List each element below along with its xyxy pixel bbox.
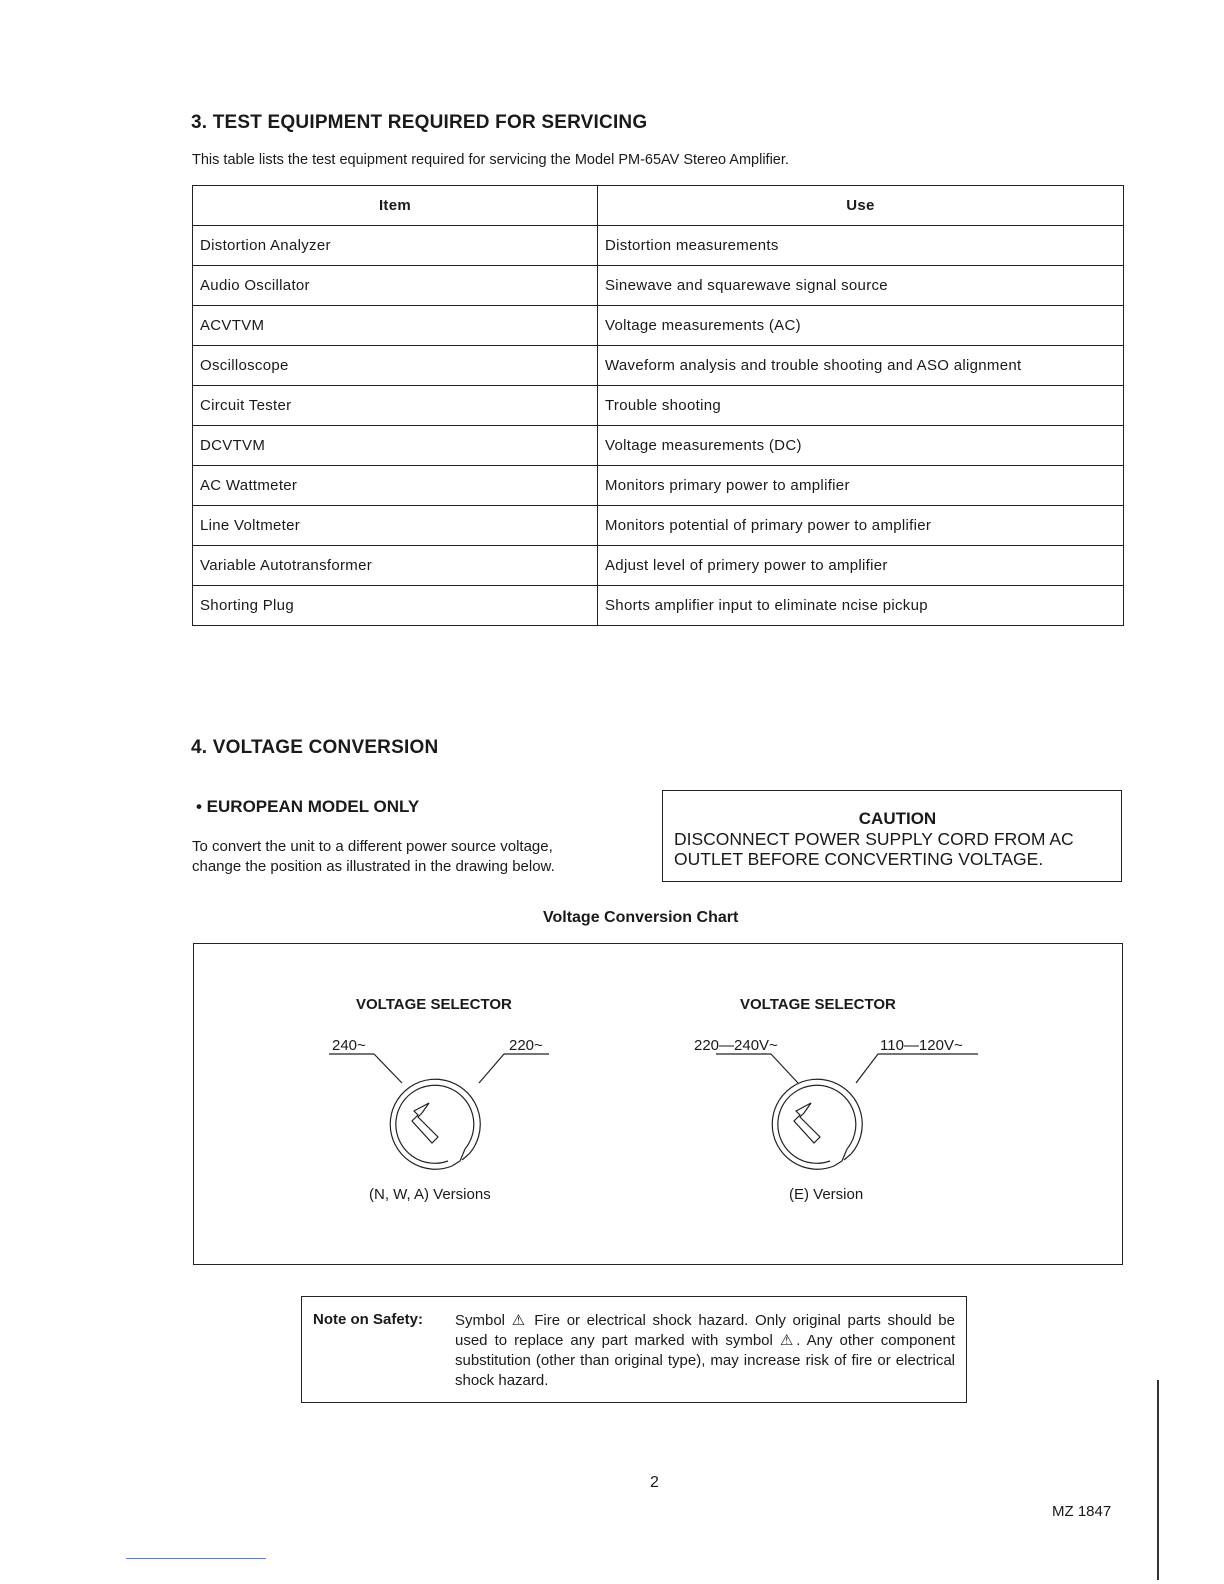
table-row [193,266,1124,306]
caution-line-2: OUTLET BEFORE CONCVERTING VOLTAGE. [674,849,1044,869]
cell-item: DCVTVM [193,426,598,466]
table-row [193,346,1124,386]
table-row [193,306,1124,346]
cell-item: Shorting Plug [193,586,598,626]
right-selector-heading: VOLTAGE SELECTOR [740,996,896,1013]
cell-use: Waveform analysis and trouble shooting and ASO alignment [598,346,1124,386]
caution-line-1: DISCONNECT POWER SUPPLY CORD FROM AC [674,829,1074,849]
cell-use: Voltage measurements (AC) [598,306,1124,346]
scan-edge-line [1157,1380,1159,1580]
column-header-use: Use [598,186,1124,226]
chart-title: Voltage Conversion Chart [543,909,739,926]
safety-note-box [301,1296,967,1403]
equipment-table [192,185,1124,626]
cell-use: Distortion measurements [598,226,1124,266]
voltage-conversion-chart [193,943,1123,1265]
table-row [193,586,1124,626]
cell-use: Trouble shooting [598,386,1124,426]
cell-item: Line Voltmeter [193,506,598,546]
table-row [193,386,1124,426]
cell-item: Oscilloscope [193,346,598,386]
cell-use: Sinewave and squarewave signal source [598,266,1124,306]
cell-item: AC Wattmeter [193,466,598,506]
right-voltage-selector-dial-icon [716,1049,986,1179]
cell-use: Monitors potential of primary power to amplifier [598,506,1124,546]
right-selector-label-left: 220—240V~ [694,1037,778,1054]
caution-title: CAUTION [858,809,937,828]
cell-item: Distortion Analyzer [193,226,598,266]
right-selector-caption: (E) Version [789,1186,864,1203]
column-header-item: Item [193,186,598,226]
cell-item: ACVTVM [193,306,598,346]
left-voltage-selector-dial-icon [324,1049,564,1179]
table-row [193,466,1124,506]
table-header-row [193,186,1124,226]
section-4-subtitle: • EUROPEAN MODEL ONLY [196,797,420,816]
section-4-title: 4. VOLTAGE CONVERSION [191,737,439,758]
left-selector-caption: (N, W, A) Versions [369,1186,491,1203]
left-selector-label-left: 240~ [332,1037,366,1054]
cell-use: Monitors primary power to amplifier [598,466,1124,506]
page-number: 2 [650,1474,659,1491]
conversion-instruction-line-2: change the position as illustrated in the drawing below. [192,858,555,875]
cell-item: Circuit Tester [193,386,598,426]
cell-item: Variable Autotransformer [193,546,598,586]
cell-use: Adjust level of primery power to amplifier [598,546,1124,586]
cell-use: Voltage measurements (DC) [598,426,1124,466]
scan-underline-artifact [126,1558,266,1559]
caution-box [662,790,1122,882]
cell-use: Shorts amplifier input to eliminate ncise pickup [598,586,1124,626]
left-selector-label-right: 220~ [509,1037,543,1054]
left-selector-heading: VOLTAGE SELECTOR [356,996,512,1013]
cell-item: Audio Oscillator [193,266,598,306]
section-3-intro: This table lists the test equipment required for servicing the Model PM-65AV Stereo Amplifier. [192,152,789,168]
safety-text: Symbol ⚠ Fire or electrical shock hazard. Only original parts should be used to replace any part marked with symbol ⚠. Any other component substitution (other than original type), may increase risk of fire or electrical shock hazard. [455,1312,955,1389]
safety-label: Note on Safety: [313,1311,424,1328]
table-row [193,546,1124,586]
document-code: MZ 1847 [1052,1503,1112,1520]
table-row [193,506,1124,546]
conversion-instruction-line-1: To convert the unit to a different power source voltage, [192,838,553,855]
section-3-title: 3. TEST EQUIPMENT REQUIRED FOR SERVICING [191,112,648,133]
table-row [193,426,1124,466]
right-selector-label-right: 110—120V~ [880,1037,963,1054]
table-row [193,226,1124,266]
